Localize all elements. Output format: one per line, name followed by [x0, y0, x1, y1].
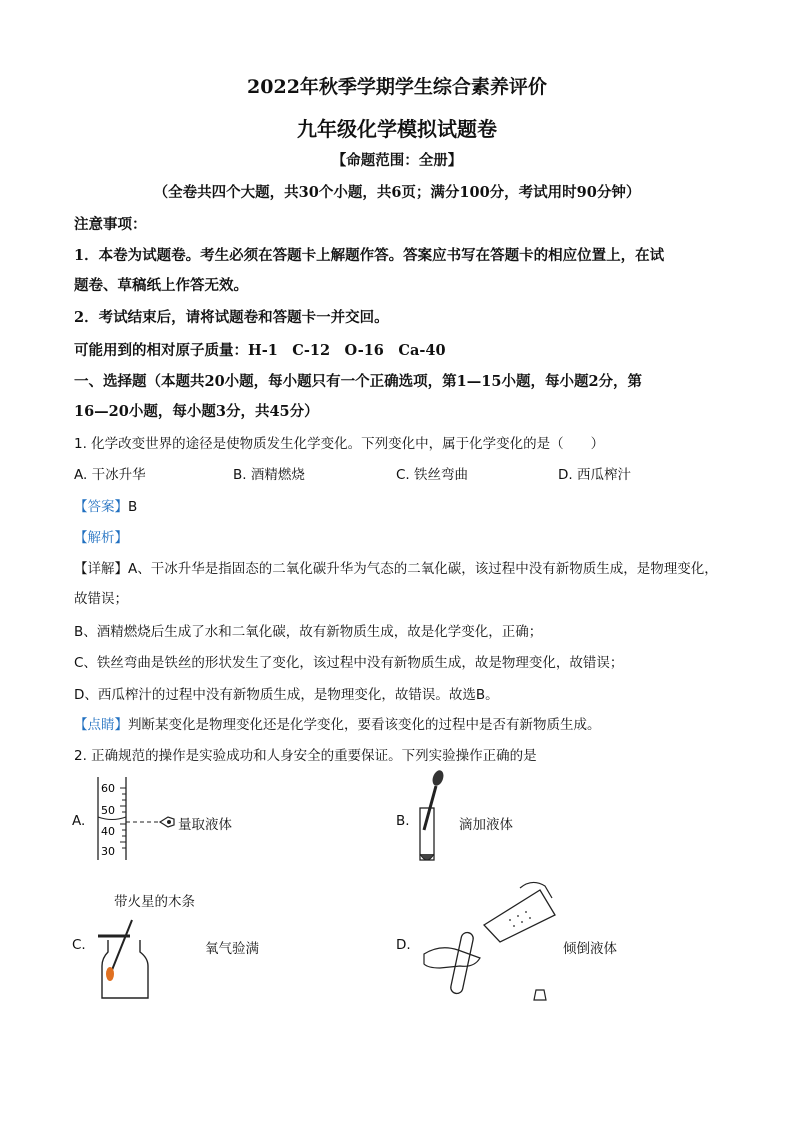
q1-comment	[74, 713, 601, 733]
detail-tag: 【详解】	[74, 561, 128, 577]
tick-label-30: 30	[101, 845, 115, 858]
q2-option-d-label: 倾倒液体	[563, 941, 617, 957]
q1-option-d: D. 西瓜榨汁	[558, 467, 631, 483]
glowing-splint-icon	[106, 967, 114, 981]
q2-option-b-letter: B.	[396, 813, 410, 829]
test-tube-icon	[450, 931, 475, 994]
right-hand-icon	[520, 882, 552, 898]
comment-tag: 【点睛】	[74, 717, 128, 733]
q1-detail-c: C、铁丝弯曲是铁丝的形状发生了变化，该过程中没有新物质生成，故是物理变化，故错误；	[74, 655, 624, 671]
dropper-bulb-icon	[431, 769, 446, 787]
left-hand-icon	[424, 948, 480, 968]
q1-detail-line-1	[74, 557, 718, 577]
q1-option-a: A. 干冰升华	[74, 467, 146, 483]
tick-label-60: 60	[101, 782, 115, 795]
analysis-tag: 【解析】	[74, 530, 128, 546]
tick-label-50: 50	[101, 804, 115, 817]
tick-label-40: 40	[101, 825, 115, 838]
exam-info: （全卷共四个大题，共30个小题，共6页；满分100分，考试用时90分钟）	[153, 184, 641, 201]
answer-value: B	[128, 499, 138, 515]
notice-item-1-line-2: 题卷、草稿纸上作答无效。	[74, 277, 248, 294]
q2-option-c-caption: 带火星的木条	[114, 894, 195, 910]
q2-option-c-label: 氧气验满	[205, 941, 259, 957]
section-1-line-1: 一、选择题（本题共20小题，每小题只有一个正确选项，第1—15小题，每小题2分，第	[74, 373, 643, 390]
exam-subtitle: 九年级化学模拟试题卷	[297, 117, 497, 141]
atomic-masses: 可能用到的相对原子质量：H-1 C-12 O-16 Ca-40	[74, 342, 446, 359]
section-1-line-2: 16—20小题，每小题3分，共45分）	[74, 403, 319, 420]
bottle-stopper-icon	[534, 990, 546, 1000]
q2-option-d-letter: D.	[396, 937, 411, 953]
q1-option-b: B. 酒精燃烧	[233, 467, 305, 483]
q1-stem: 1. 化学改变世界的途径是使物质发生化学变化。下列变化中，属于化学变化的是（ ）	[74, 436, 605, 452]
q1-analysis	[74, 526, 128, 546]
q2-stem: 2. 正确规范的操作是实验成功和人身安全的重要保证。下列实验操作正确的是	[74, 748, 537, 764]
comment-text: 判断某变化是物理变化还是化学变化，要看该变化的过程中是否有新物质生成。	[128, 717, 601, 733]
gas-bottle-figure	[94, 912, 164, 1002]
q1-detail-b: B、酒精燃烧后生成了水和二氧化碳，故有新物质生成，故是化学变化，正确；	[74, 624, 543, 640]
q2-option-b-label: 滴加液体	[459, 817, 513, 833]
answer-tag: 【答案】	[74, 499, 128, 515]
reagent-bottle-icon	[484, 890, 555, 942]
exam-title: 2022年秋季学期学生综合素养评价	[247, 76, 547, 98]
q1-option-c: C. 铁丝弯曲	[396, 467, 469, 483]
notice-item-1-line-1: 1．本卷为试题卷。考生必须在答题卡上解题作答。答案应书写在答题卡的相应位置上，在试	[74, 247, 665, 264]
notice-item-2: 2．考试结束后，请将试题卷和答题卡一并交回。	[74, 309, 389, 326]
q1-detail-d: D、西瓜榨汁的过程中没有新物质生成，是物理变化，故错误。故选B。	[74, 687, 499, 703]
pouring-liquid-figure	[420, 880, 560, 1010]
notice-heading: 注意事项：	[74, 216, 147, 233]
q2-option-a-label: 量取液体	[178, 817, 232, 833]
q2-option-a-letter: A.	[72, 813, 86, 829]
exam-scope: 【命题范围：全册】	[331, 152, 463, 169]
q1-detail-line-2: 故错误；	[74, 591, 128, 607]
q1-answer	[74, 495, 137, 515]
q2-option-c-letter: C.	[72, 937, 86, 953]
detail-a-text: A、干冰升华是指固态的二氧化碳升华为气态的二氧化碳，该过程中没有新物质生成，是物理变化，	[128, 561, 718, 577]
